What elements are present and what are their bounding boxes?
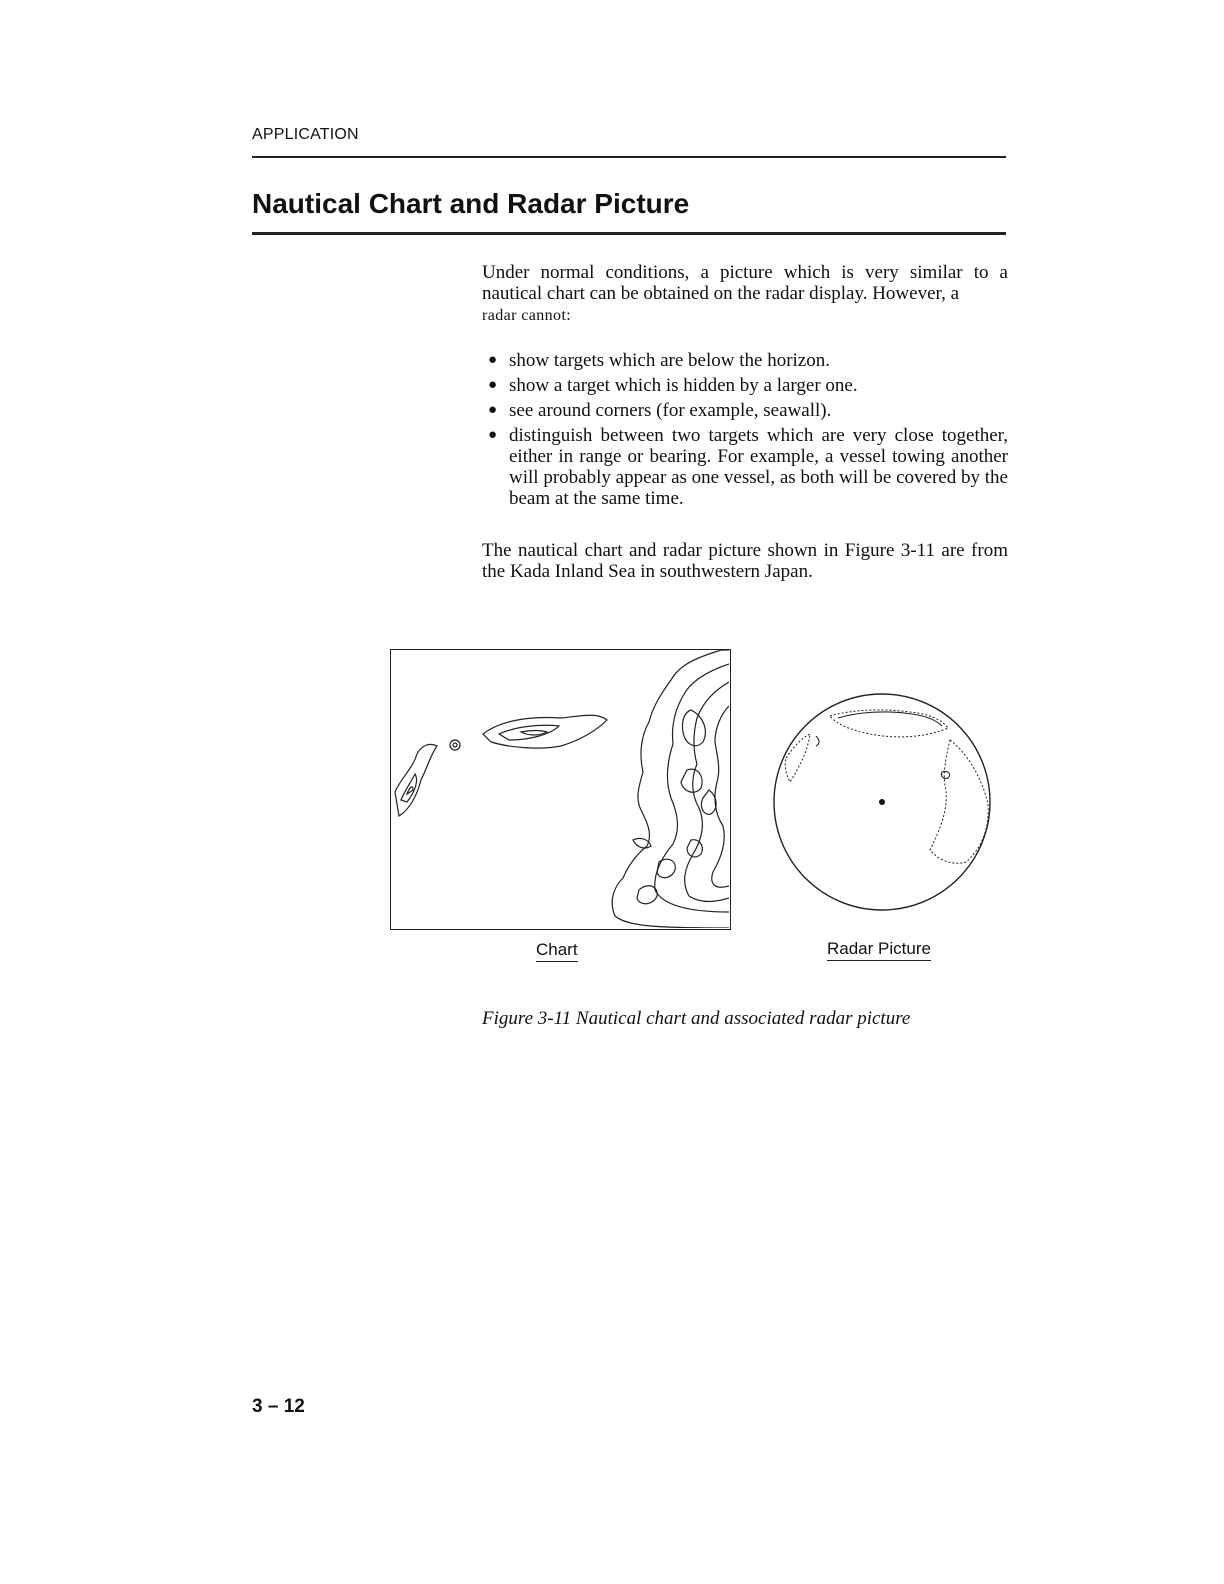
list-item: ● distinguish between two targets which are very close together, either in range or bearing. For example, a vessel towing another will probably appear as one vessel, as both will be covered by the beam at the same time. <box>488 425 1008 509</box>
figure-reference-paragraph: The nautical chart and radar picture shown in Figure 3-11 are from the Kada Inland Sea in southwestern Japan. <box>482 540 1008 582</box>
radar-picture-label: Radar Picture <box>827 939 931 961</box>
nautical-chart-illustration <box>390 649 731 930</box>
bullet-icon: ● <box>488 352 498 368</box>
radar-picture-illustration <box>770 690 995 915</box>
bullet-icon: ● <box>488 427 498 443</box>
page-number: 3 – 12 <box>252 1396 305 1417</box>
header-rule <box>252 156 1006 158</box>
list-item: ● show targets which are below the horizon. <box>488 350 830 371</box>
intro-tail: radar cannot: <box>482 307 572 324</box>
page-title: Nautical Chart and Radar Picture <box>252 188 690 219</box>
section-header-label: APPLICATION <box>252 126 359 143</box>
title-rule <box>252 232 1006 235</box>
bullet-icon: ● <box>488 402 498 418</box>
figure-caption: Figure 3-11 Nautical chart and associated radar picture <box>482 1008 911 1029</box>
list-item: ● show a target which is hidden by a larger one. <box>488 375 858 396</box>
chart-label: Chart <box>536 940 578 962</box>
intro-paragraph <box>482 262 1008 326</box>
list-item: ● see around corners (for example, seawall). <box>488 400 832 421</box>
bullet-icon: ● <box>488 377 498 393</box>
intro-text: Under normal conditions, a picture which is very similar to a nautical chart can be obtained on the radar display. However, a <box>482 262 1008 304</box>
limitations-list <box>482 350 1008 513</box>
